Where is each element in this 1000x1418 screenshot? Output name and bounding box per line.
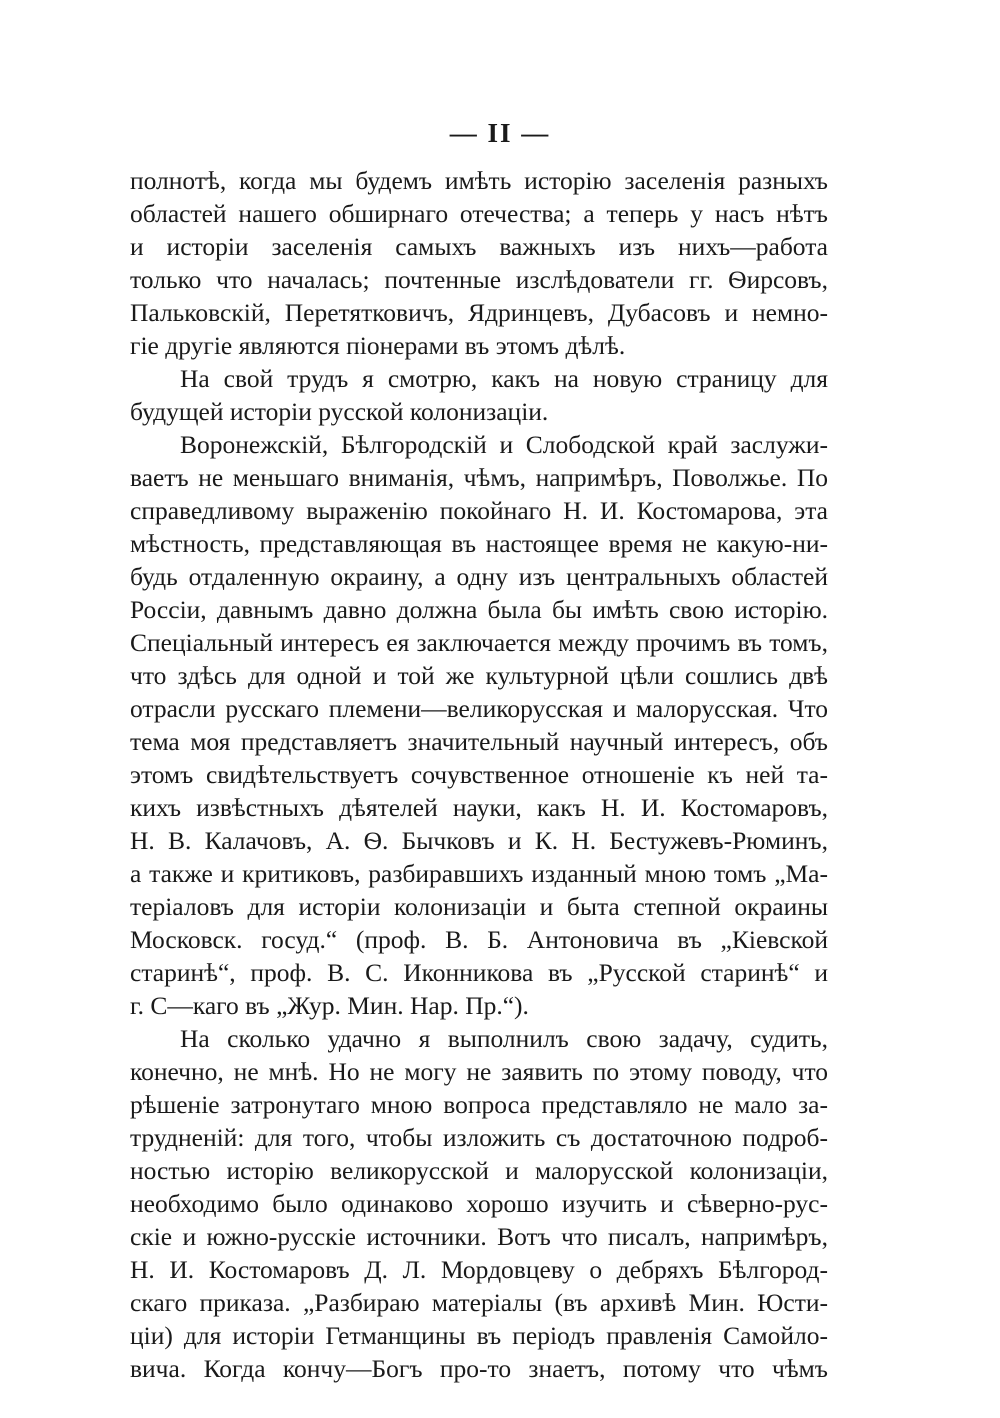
text-line: кихъ извѣстныхъ дѣятелей науки, какъ Н. И. Костомаровъ, — [130, 793, 828, 822]
text-line: Пальковскій, Перетятковичъ, Ядринцевъ, Дубасовъ и немно- — [130, 298, 828, 327]
text-line: и исторіи заселенія самыхъ важныхъ изъ нихъ—работа — [130, 232, 828, 261]
text-line: мѣстность, представляющая въ настоящее время не какую-ни- — [130, 529, 828, 558]
text-line: справедливому выраженію покойнаго Н. И. Костомарова, эта — [130, 496, 828, 525]
text-line: Спеціальный интересъ ея заключается между прочимъ въ томъ, — [130, 628, 828, 657]
text-line: ваетъ не меньшаго вниманія, чѣмъ, напримѣръ, Поволжье. По — [130, 463, 828, 492]
text-line: гіе другіе являются піонерами въ этомъ дѣлѣ. — [130, 331, 626, 360]
text-line: теріаловъ для исторіи колонизаціи и быта степной окраины — [130, 892, 828, 921]
text-line: ціи) для исторіи Гетманщины въ періодъ правленія Самойло- — [130, 1321, 828, 1350]
text-line: а также и критиковъ, разбиравшихъ изданный мною томъ „Ма- — [130, 859, 828, 888]
text-line: только что началась; почтенные изслѣдователи гг. Ѳирсовъ, — [130, 265, 828, 294]
text-line: Московск. госуд.“ (проф. В. Б. Антоновича въ „Кіевской — [130, 925, 828, 954]
text-line: вича. Когда кончу—Богъ про-то знаетъ, потому что чѣмъ — [130, 1354, 828, 1383]
text-line: отрасли русскаго племени—великорусская и малорусская. Что — [130, 694, 828, 723]
text-line: что здѣсь для одной и той же культурной цѣли сошлись двѣ — [130, 661, 828, 690]
text-line: Н. В. Калачовъ, А. Ѳ. Бычковъ и К. Н. Бестужевъ-Рюминъ, — [130, 826, 828, 855]
text-line: старинѣ“, проф. В. С. Иконникова въ „Русской старинѣ“ и — [130, 958, 828, 987]
text-line: г. С—каго въ „Жур. Мин. Нар. Пр.“). — [130, 991, 529, 1020]
text-line: необходимо было одинаково хорошо изучить и сѣверно-рус- — [130, 1189, 828, 1218]
text-line: этомъ свидѣтельствуетъ сочувственное отношеніе къ ней та- — [130, 760, 828, 789]
text-line: областей нашего обширнаго отечества; а теперь у насъ нѣтъ — [130, 199, 828, 228]
text-line: будь отдаленную окраину, а одну изъ центральныхъ областей — [130, 562, 828, 591]
text-line: На свой трудъ я смотрю, какъ на новую страницу для — [180, 364, 828, 393]
text-line: скаго приказа. „Разбираю матеріалы (въ архивѣ Мин. Юсти- — [130, 1288, 828, 1317]
text-line: скіе и южно-русскіе источники. Вотъ что писалъ, напримѣръ, — [130, 1222, 828, 1251]
text-line: полнотѣ, когда мы будемъ имѣть исторію заселенія разныхъ — [130, 166, 828, 195]
text-line: будущей исторіи русской колонизаціи. — [130, 397, 549, 426]
text-line: тема моя представляетъ значительный научный интересъ, объ — [130, 727, 828, 756]
page-number: — II — — [449, 118, 551, 148]
text-line: Н. И. Костомаровъ Д. Л. Мордовцеву о дебряхъ Бѣлгород- — [130, 1255, 828, 1284]
text-line: трудненій: для того, чтобы изложить съ достаточною подроб- — [130, 1123, 828, 1152]
text-line: конечно, не мнѣ. Но не могу не заявить по этому поводу, что — [130, 1057, 828, 1086]
text-line: Россіи, давнымъ давно должна была бы имѣть свою исторію. — [130, 595, 828, 624]
text-line: На сколько удачно я выполнилъ свою задачу, судить, — [180, 1024, 828, 1053]
text-line: рѣшеніе затронутаго мною вопроса представляло не мало за- — [130, 1090, 828, 1119]
text-line: Воронежскій, Бѣлгородскій и Слободской край заслужи- — [180, 430, 828, 459]
text-line: ностью исторію великорусской и малорусской колонизаціи, — [130, 1156, 828, 1185]
